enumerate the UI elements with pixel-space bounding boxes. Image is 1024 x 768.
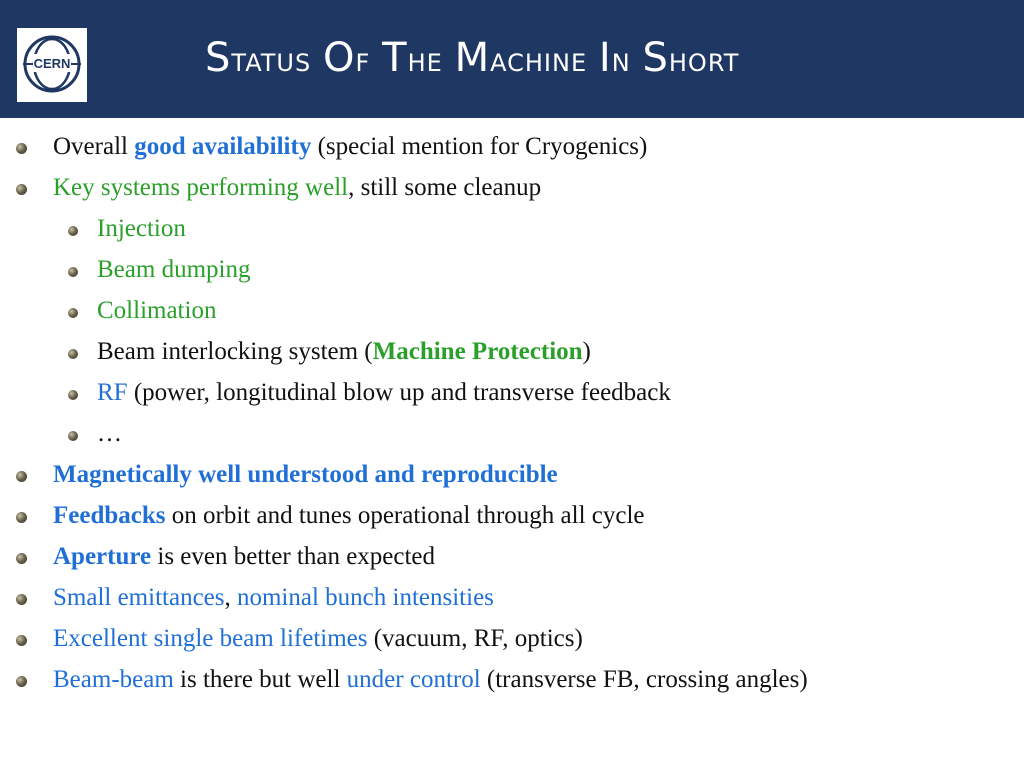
sub-bullet-item <box>0 334 1024 375</box>
page-title: Status Of The Machine In Short <box>205 35 740 81</box>
svg-text:CERN: CERN <box>33 56 71 71</box>
bullet-item <box>0 457 1024 498</box>
bullet-icon <box>68 431 78 441</box>
sub-bullet-item <box>0 211 1024 252</box>
bullet-text: Magnetically well understood and reproducible <box>53 461 558 488</box>
bullet-text: Excellent single beam lifetimes <box>53 625 368 652</box>
bullet-text: Small emittances <box>53 584 225 611</box>
bullet-text: Beam interlocking system ( <box>97 338 373 365</box>
bullet-text: Key systems performing well <box>53 174 349 201</box>
bullet-text: Feedbacks <box>53 502 166 529</box>
bullet-item <box>0 539 1024 580</box>
bullet-icon <box>16 143 27 154</box>
bullet-text: Machine Protection <box>372 338 583 365</box>
bullet-text: Overall <box>53 133 135 160</box>
bullet-text: ) <box>582 338 591 365</box>
bullet-text: … <box>97 420 122 447</box>
bullet-icon <box>16 184 27 195</box>
bullet-text: Aperture <box>53 543 152 570</box>
bullet-item <box>0 621 1024 662</box>
bullet-icon <box>68 349 78 359</box>
cern-logo <box>17 28 87 102</box>
bullet-text: (transverse FB, crossing angles) <box>480 666 808 693</box>
bullet-text: RF <box>97 379 128 406</box>
bullet-item <box>0 170 1024 211</box>
bullet-icon <box>16 471 27 482</box>
bullet-icon <box>16 553 27 564</box>
slide-header <box>0 0 1024 118</box>
bullet-text: good availability <box>134 133 312 160</box>
bullet-text: under control <box>346 666 481 693</box>
sub-bullet-item <box>0 416 1024 457</box>
bullet-text: nominal bunch intensities <box>236 584 494 611</box>
bullet-icon <box>68 267 78 277</box>
bullet-text: (vacuum, RF, optics) <box>367 625 583 652</box>
bullet-icon <box>16 594 27 605</box>
sub-bullet-item <box>0 252 1024 293</box>
bullet-item <box>0 580 1024 621</box>
bullet-item <box>0 498 1024 539</box>
sub-bullet-item <box>0 293 1024 334</box>
bullet-icon <box>68 226 78 236</box>
bullet-icon <box>16 512 27 523</box>
bullet-icon <box>68 390 78 400</box>
bullet-text: Collimation <box>97 297 217 324</box>
bullet-list <box>0 129 1024 703</box>
bullet-text: Injection <box>97 215 186 242</box>
bullet-text: is there but well <box>173 666 347 693</box>
bullet-icon <box>68 308 78 318</box>
sub-bullet-item <box>0 375 1024 416</box>
bullet-icon <box>16 635 27 646</box>
bullet-text: Beam-beam <box>53 666 174 693</box>
bullet-text: Beam dumping <box>97 256 251 283</box>
bullet-text: on orbit and tunes operational through all cycle <box>165 502 645 529</box>
bullet-text: (special mention for Cryogenics) <box>311 133 648 160</box>
bullet-text: , <box>224 584 237 611</box>
bullet-icon <box>16 676 27 687</box>
bullet-text: (power, longitudinal blow up and transverse feedback <box>127 379 671 406</box>
bullet-item <box>0 129 1024 170</box>
bullet-item <box>0 662 1024 703</box>
bullet-text: , still some cleanup <box>348 174 542 201</box>
bullet-text: is even better than expected <box>151 543 436 570</box>
